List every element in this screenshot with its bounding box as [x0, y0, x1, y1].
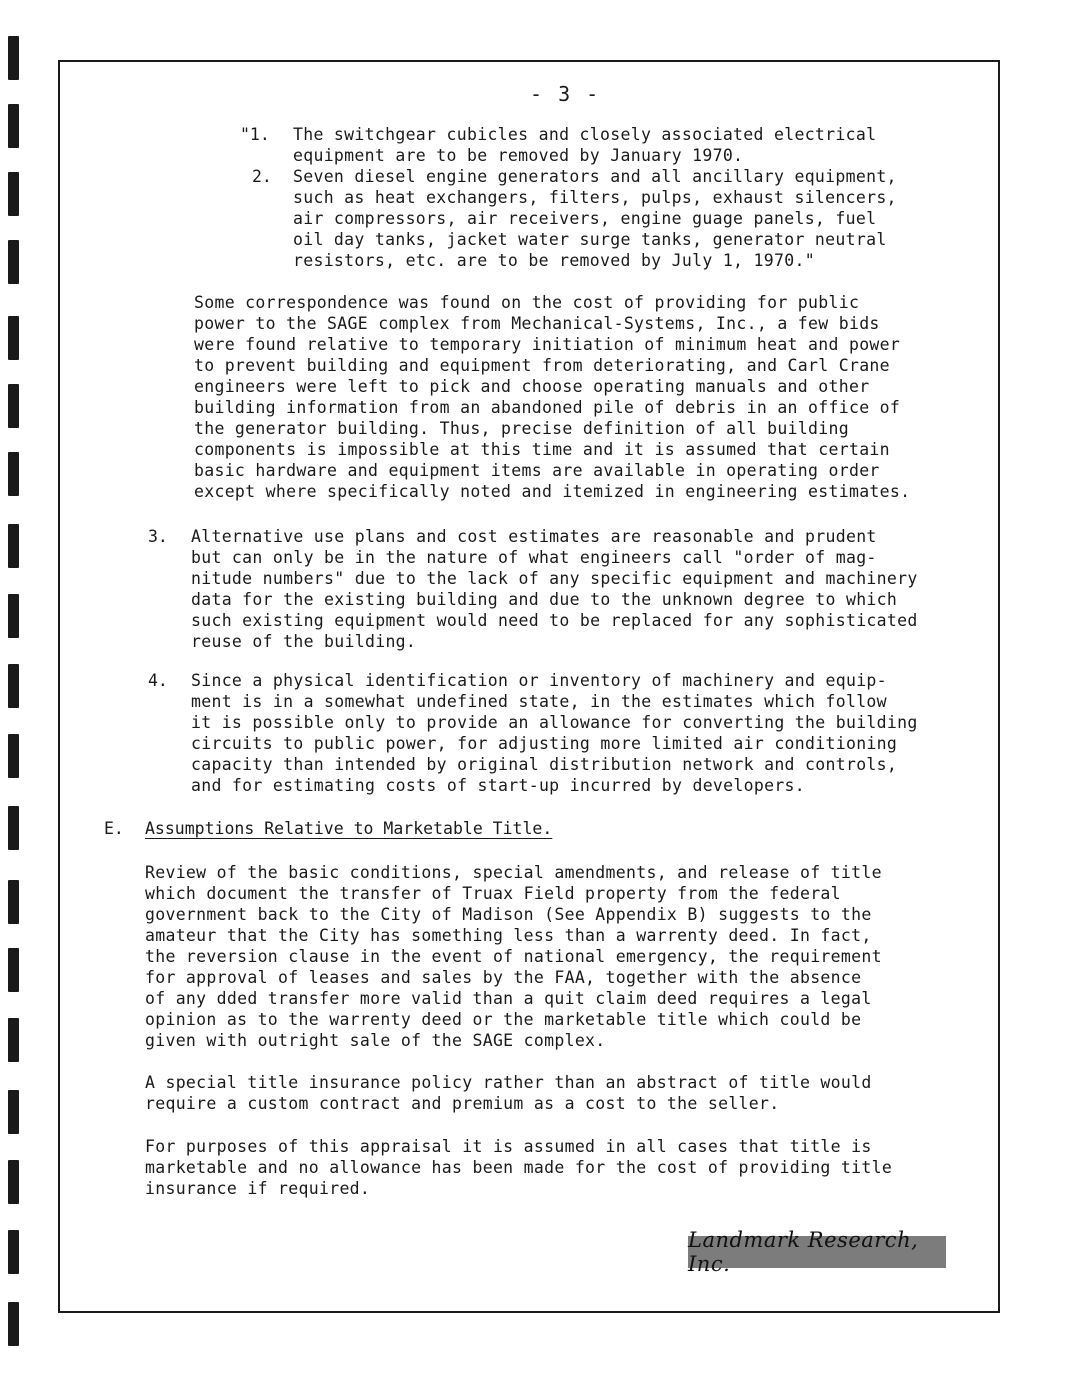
numbered-item-text: Since a physical identification or inventory of machinery and equip- ment is in a somewhat undefined state, in the estimates which follow it is possible only to provide an allowance for converting the building circuits to public power, for adjusting more limited air conditioning capacity than intended by original distribution network and controls, and for estimating costs of start-up incurred by developers. [191, 671, 918, 795]
binder-mark [8, 104, 19, 148]
section-paragraph: A special title insurance policy rather than an abstract of title would require a custom contract and premium as a cost to the seller. [145, 1073, 872, 1113]
binder-mark [8, 1160, 19, 1204]
numbered-item-marker: 3. [148, 527, 168, 546]
correspondence-paragraph: Some correspondence was found on the cost of providing for public power to the SAGE complex from Mechanical-Systems, Inc., a few bids were found relative to temporary initiation of minimum heat and power to prevent building and equipment from deteriorating, and Carl Crane engineers were left to pick and choose operating manuals and other building information from an abandoned pile of debris in an office of the generator building. Thus, precise definition of all building components is impossible at this time and it is assumed that certain basic hardware and equipment items are available in operating order except where specifically noted and itemized in engineering estimates. [194, 293, 911, 501]
binder-mark [8, 806, 19, 850]
binder-mark [8, 1302, 19, 1346]
binder-mark [8, 524, 19, 568]
binder-mark [8, 664, 19, 708]
page-number: - 3 - [530, 82, 601, 106]
binder-mark [8, 948, 19, 992]
binder-mark [8, 240, 19, 284]
section-paragraph: Review of the basic conditions, special amendments, and release of title which document the transfer of Truax Field property from the federal government back to the City of Madison (See Appendix B) suggests to the amateur that the City has something less than a warrenty deed. In fact, the reversion clause in the event of national emergency, the requirement for approval of leases and sales by the FAA, together with the absence of any dded transfer more valid than a quit claim deed requires a legal opinion as to the warrenty deed or the marketable title which could be given with outright sale of the SAGE complex. [145, 863, 882, 1050]
company-logo [688, 1228, 946, 1276]
section-paragraph: For purposes of this appraisal it is assumed in all cases that title is marketable and no allowance has been made for the cost of providing title insurance if required. [145, 1137, 893, 1198]
quote-item-marker: "1. [240, 125, 270, 144]
quote-item-text: Seven diesel engine generators and all ancillary equipment, such as heat exchangers, filters, pulps, exhaust silencers, air compressors, air receivers, engine guage panels, fuel oil day tanks, jacket water surge tanks, generator neutral resistors, etc. are to be removed by July 1, 1970." [293, 167, 897, 270]
binder-mark [8, 594, 19, 638]
binder-mark [8, 172, 19, 216]
binder-mark [8, 880, 19, 924]
binder-mark [8, 452, 19, 496]
binder-mark [8, 734, 19, 778]
binder-mark [8, 36, 19, 80]
binder-mark [8, 384, 19, 428]
numbered-item-text: Alternative use plans and cost estimates are reasonable and prudent but can only be in the nature of what engineers call "order of mag- nitude numbers" due to the lack of any specific equipment and machinery data for the existing building and due to the unknown degree to which such existing equipment would need to be replaced for any sophisticated reuse of the building. [191, 527, 918, 651]
binder-mark [8, 316, 19, 360]
section-marker: E. [104, 819, 124, 838]
section-heading: Assumptions Relative to Marketable Title. [145, 819, 553, 838]
company-logo-text: Landmark Research, Inc. [688, 1228, 919, 1276]
quote-item-marker: 2. [252, 167, 272, 186]
binder-mark [8, 1090, 19, 1134]
binder-mark [8, 1230, 19, 1274]
numbered-item-marker: 4. [148, 671, 168, 690]
binder-mark [8, 1018, 19, 1062]
quote-item-text: The switchgear cubicles and closely associated electrical equipment are to be removed by January 1970. [293, 125, 877, 165]
